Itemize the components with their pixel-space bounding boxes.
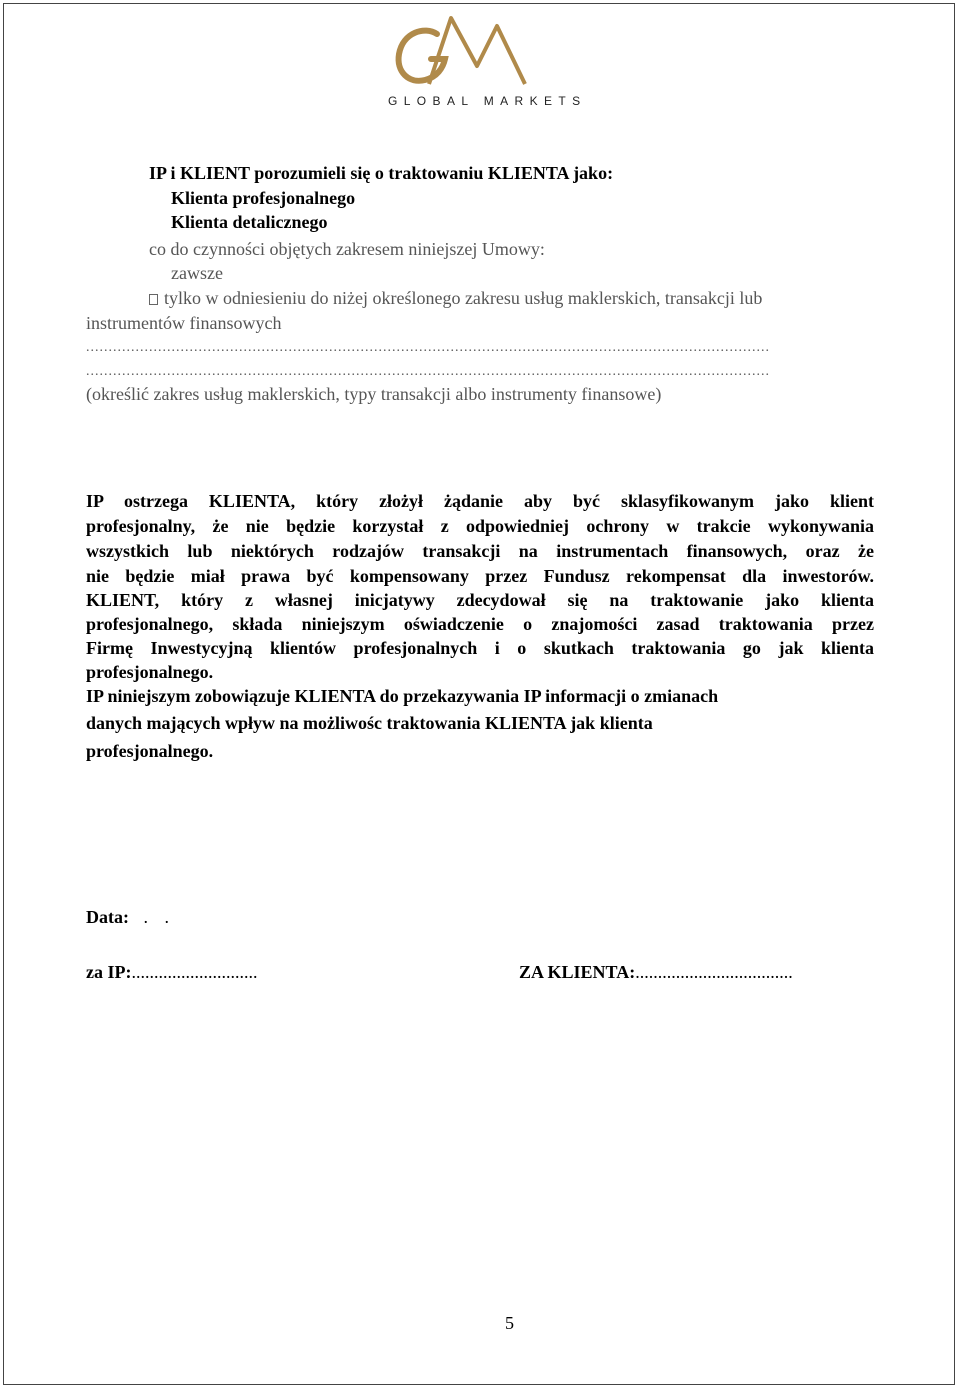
date-field: [86, 906, 175, 928]
scope-always: zawsze: [171, 263, 223, 283]
ip-label: za IP:: [86, 962, 132, 982]
warning-p3-line1: IP niniejszym zobowiązuje KLIENTA do przekazywania IP informacji o zmianach: [86, 686, 719, 706]
client-label: ZA KLIENTA:: [519, 962, 636, 982]
checkbox-icon: [149, 294, 158, 305]
warning-p1-line4: nie będzie miał prawa być kompensowany przez Fundusz rekompensat dla inwestorów.: [86, 566, 874, 586]
warning-p3-line2: danych mających wpływ na możliwośc traktowania KLIENTA jak klienta: [86, 713, 653, 733]
client-signature: [519, 961, 793, 983]
warning-p1-line2: profesjonalny, że nie będzie korzystał z odpowiedniej ochrony w trakcie wykonywania: [86, 516, 874, 536]
dots-line-1: ........................................................................................................................................................: [86, 340, 770, 355]
dots-line-2: ........................................................................................................................................................: [86, 364, 770, 379]
client-dots: ...................................: [635, 962, 793, 982]
ip-signature: [86, 961, 257, 983]
ip-dots: ............................: [131, 962, 258, 982]
agreement-heading: IP i KLIENT porozumieli się o traktowaniu KLIENTA jako:: [149, 163, 614, 183]
warning-p1-line3: wszystkich lub niektórych rodzajów transakcji na instrumentach finansowych, oraz że: [86, 541, 874, 561]
warning-p1-line1: IP ostrzega KLIENTA, który złożył żądanie aby być sklasyfikowanym jako klient: [86, 491, 874, 511]
warning-p2-line1: KLIENT, który z własnej inicjatywy zdecydował się na traktowanie jako klienta: [86, 590, 874, 610]
page-number: 5: [505, 1313, 514, 1333]
scope-intro: co do czynności objętych zakresem niniejszej Umowy:: [149, 239, 545, 259]
warning-p2-line2: profesjonalnego, składa niniejszym oświadczenie o znajomości zasad traktowania przez: [86, 614, 874, 634]
option-retail: Klienta detalicznego: [171, 212, 328, 232]
warning-p2-line3: Firmę Inwestycyjną klientów profesjonalnych i o skutkach traktowania go jak klienta: [86, 638, 874, 658]
scope-limited: [149, 287, 762, 309]
scope-hint: (określić zakres usług maklerskich, typy transakcji albo instrumenty finansowe): [86, 384, 662, 404]
scope-limited-cont: instrumentów finansowych: [86, 313, 282, 333]
date-label: Data:: [86, 907, 129, 927]
logo-text: GLOBAL MARKETS: [388, 94, 587, 108]
scope-limited-text: tylko w odniesieniu do niżej określonego zakresu usług maklerskich, transakcji lub: [164, 288, 763, 308]
warning-p3-line3: profesjonalnego.: [86, 741, 214, 761]
date-value: . .: [143, 907, 175, 927]
warning-p2-line4: profesjonalnego.: [86, 662, 214, 682]
option-professional: Klienta profesjonalnego: [171, 188, 356, 208]
